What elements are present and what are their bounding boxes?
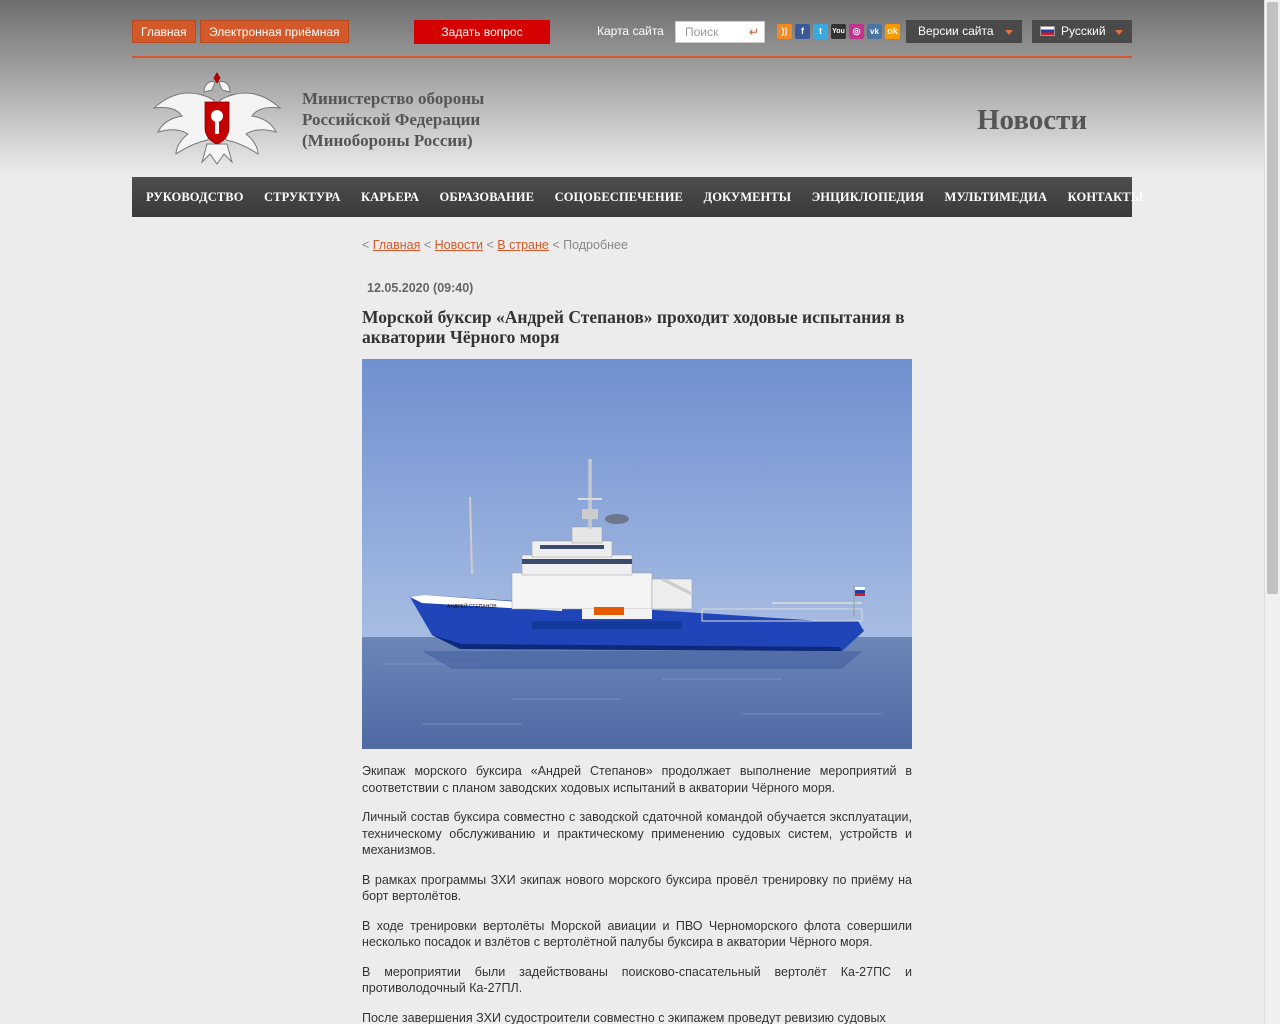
article-paragraph: В рамках программы ЗХИ экипаж нового морского буксира провёл тренировку по приёму на борт вертолётов. (362, 872, 912, 903)
nav-item-career[interactable]: КАРЬЕРА (360, 189, 420, 204)
vertical-scrollbar[interactable] (1264, 0, 1280, 1024)
nav-item-multimedia[interactable]: МУЛЬТИМЕДИА (944, 189, 1048, 204)
home-button[interactable]: Главная (132, 20, 196, 43)
e-reception-button[interactable]: Электронная приёмная (200, 20, 349, 43)
article-paragraph: Экипаж морского буксира «Андрей Степанов» продолжает выполнение мероприятий в соответствии с планом заводских ходовых испытаний в акватории Чёрного моря. (362, 764, 912, 795)
chevron-down-icon (1005, 30, 1013, 35)
nav-item-contacts[interactable]: КОНТАКТЫ (1067, 189, 1144, 204)
article-date: 12.05.2020 (09:40) (367, 281, 474, 295)
nav-item-education[interactable]: ОБРАЗОВАНИЕ (439, 189, 535, 204)
rss-icon[interactable]: )) (777, 24, 792, 39)
site-versions-label: Версии сайта (918, 24, 994, 38)
ask-question-button[interactable]: Задать вопрос (414, 20, 550, 44)
sitemap-link[interactable]: Карта сайта (597, 24, 664, 38)
language-label: Русский (1061, 24, 1106, 38)
nav-item-documents[interactable]: ДОКУМЕНТЫ (703, 189, 792, 204)
breadcrumb-news[interactable]: Новости (434, 238, 484, 252)
article-content (362, 238, 912, 1024)
article-photo[interactable] (362, 359, 912, 749)
article-paragraph: В ходе тренировки вертолёты Морской авиации и ПВО Черноморского флота совершили несколько посадок и взлётов с вертолётной палубы буксира в акватории Чёрного моря. (362, 918, 912, 949)
ministry-name[interactable] (302, 88, 484, 151)
breadcrumb-country[interactable]: В стране (497, 238, 549, 252)
ministry-line1: Министерство обороны (302, 89, 485, 108)
ministry-line3: (Минобороны России) (302, 131, 473, 150)
nav-item-leadership[interactable]: РУКОВОДСТВО (146, 189, 244, 204)
scrollbar-thumb[interactable] (1267, 2, 1278, 594)
twitter-icon[interactable]: t (813, 24, 828, 39)
nav-item-encyclopedia[interactable]: ЭНЦИКЛОПЕДИЯ (811, 189, 925, 204)
main-navigation (132, 177, 1144, 217)
nav-item-social-security[interactable]: СОЦОБЕСПЕЧЕНИЕ (554, 189, 683, 204)
breadcrumb: < Главная < Новости < В стране < Подробнее (362, 238, 628, 252)
nav-item-structure[interactable]: СТРУКТУРА (264, 189, 341, 204)
article-paragraph: После завершения ЗХИ судостроители совместно с экипажем проведут ревизию судовых (362, 1010, 886, 1024)
section-title: Новости (977, 104, 1088, 136)
article-paragraph: В мероприятии были задействованы поисково-спасательный вертолёт Ка-27ПС и противолодочный Ка-27ПЛ. (362, 964, 912, 995)
ship-name-label: АНДРЕЙ СТЕПАНОВ (447, 604, 497, 610)
article-title: Морской буксир «Андрей Степанов» проходит ходовые испытания в акватории Чёрного моря (362, 307, 905, 347)
search-input[interactable] (675, 21, 765, 43)
ministry-line2: Российской Федерации (302, 110, 481, 129)
vk-icon[interactable]: vk (867, 24, 882, 39)
russia-flag-icon (1040, 26, 1055, 36)
article-paragraph: Личный состав буксира совместно с заводской сдаточной командой обучается эксплуатации, техническому обслуживанию и практическому применению судовых систем, устройств и механизмов. (362, 810, 912, 857)
odnoklassniki-icon[interactable]: ok (885, 24, 900, 39)
instagram-icon[interactable]: ◎ (849, 24, 864, 39)
chevron-down-icon (1115, 30, 1123, 35)
breadcrumb-current: Подробнее (563, 238, 628, 252)
site-versions-dropdown[interactable] (906, 20, 1022, 43)
header-divider (132, 56, 1132, 58)
top-bar (132, 20, 1132, 44)
enter-icon[interactable]: ↵ (748, 25, 759, 39)
breadcrumb-home[interactable]: Главная (372, 238, 421, 252)
search-placeholder: Поиск (685, 25, 719, 39)
language-dropdown[interactable] (1032, 20, 1132, 43)
youtube-icon[interactable]: You (831, 24, 846, 39)
double-headed-eagle-emblem-icon[interactable] (152, 70, 282, 165)
facebook-icon[interactable]: f (795, 24, 810, 39)
